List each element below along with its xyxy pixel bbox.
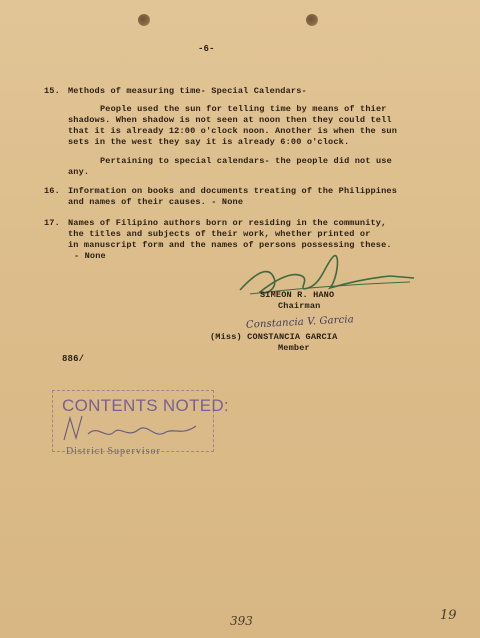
center-page-mark: 393: [230, 614, 253, 628]
page-number: -6-: [198, 44, 215, 54]
punch-hole-right: [306, 14, 318, 26]
item-17-line-2: the titles and subjects of their work, whether printed or: [68, 229, 371, 239]
item-17-line-4: - None: [74, 251, 106, 261]
file-code: 886/: [62, 354, 85, 364]
item-15-number: 15.: [44, 86, 60, 96]
member-title: Member: [278, 343, 310, 353]
item-16-number: 16.: [44, 186, 60, 196]
right-page-mark: 19: [440, 608, 457, 623]
item-17-line-1: Names of Filipino authors born or residing in the community,: [68, 218, 387, 228]
item-16-line-1: Information on books and documents treating of the Philippines: [68, 186, 398, 196]
item-17-line-3: in manuscript form and the names of persons possessing these.: [68, 240, 392, 250]
calendar-paragraph-line-2: any.: [68, 167, 90, 177]
member-signature: Constancia V. Garcia: [245, 314, 355, 331]
stamp-title: CONTENTS NOTED:: [62, 396, 229, 415]
supervisor-signature: [58, 410, 208, 450]
item-16-line-2: and names of their causes. - None: [68, 197, 244, 207]
sun-paragraph-line-4: sets in the west they say it is already 6:00 o'clock.: [68, 137, 350, 147]
member-name: (Miss) CONSTANCIA GARCIA: [210, 332, 338, 342]
sun-paragraph-line-1: People used the sun for telling time by means of thier: [100, 104, 387, 114]
item-15-heading: Methods of measuring time- Special Calendars-: [68, 86, 307, 96]
item-17-number: 17.: [44, 218, 60, 228]
calendar-paragraph-line-1: Pertaining to special calendars- the people did not use: [100, 156, 392, 166]
punch-hole-left: [138, 14, 150, 26]
sun-paragraph-line-3: that it is already 12:00 o'clock noon. Another is when the sun: [68, 126, 398, 136]
sun-paragraph-line-2: shadows. When shadow is not seen at noon then they could tell: [68, 115, 392, 125]
stamp-subtitle: District Supervisor: [66, 446, 161, 457]
chairman-title: Chairman: [278, 301, 321, 311]
chairman-name: SIMEON R. HANO: [260, 290, 335, 300]
